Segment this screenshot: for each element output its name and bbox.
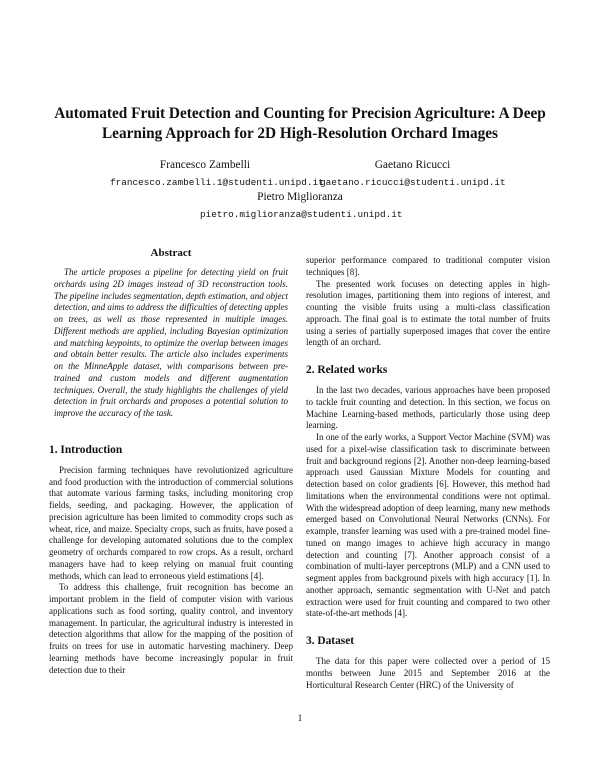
intro-paragraph-continued: superior performance compared to traditional computer vision techniques [8]. — [306, 255, 550, 277]
intro-paragraph-3: The presented work focuses on detecting apples in high-resolution images, partitioning them into regions of interest, and counting the visible fruits using a multi-class classification approach. The final goal is to estimate the total number of fruits using a series of partially superposed images that cover the entire length of an orchard. — [306, 278, 550, 348]
author-block-1 — [110, 158, 324, 190]
author-name: Pietro Miglioranza — [257, 191, 343, 203]
paper-title — [40, 104, 560, 144]
intro-paragraph-1: Precision farming techniques have revolutionized agriculture and food production with the introduction of commercial solutions that automate various farming tasks, including monitoring crop fields, seeding, and packaging. However, the application of precision agriculture has been limited to commodity crops such as wheat, rice, and maize. Specialty crops, such as fruits, have posed a challenge for developing automated solutions due to the complex geometry of orchards compared to row crops. As a result, orchard managers have had to keep relying on manual fruit counting methods, which can lead to erroneous yield estimations [4]. — [49, 464, 293, 581]
author-email: gaetano.ricucci@studenti.unipd.it — [320, 177, 506, 188]
author-name: Francesco Zambelli — [159, 159, 251, 171]
author-block-2 — [320, 158, 505, 190]
title-line-2: Learning Approach for 2D High-Resolution Orchard Images — [101, 125, 499, 142]
page-number: 1 — [297, 714, 303, 724]
author-name: Gaetano Ricucci — [374, 159, 451, 171]
section-heading-introduction: 1. Introduction — [49, 443, 123, 456]
right-column — [306, 255, 550, 691]
related-paragraph-1: In the last two decades, various approaches have been proposed to tackle fruit counting and detection. In this section, we focus on Machine Learning-based methods, particularly those using deep learning. — [306, 385, 550, 431]
title-line-1: Automated Fruit Detection and Counting for Precision Agriculture: A Deep — [54, 105, 546, 122]
left-column — [49, 246, 293, 676]
abstract-heading: Abstract — [150, 247, 192, 259]
author-block-3 — [200, 190, 403, 222]
dataset-paragraph-1: The data for this paper were collected over a period of 15 months between June 2015 and September 2016 at the Horticultural Research Center (HRC) of the University of — [306, 656, 550, 690]
related-paragraph-2: In one of the early works, a Support Vector Machine (SVM) was used for a pixel-wise classification task to discriminate between fruit and background regions [2]. Another non-deep learning-based approach used Gaussian Mixture Models for counting and detection based on color gradients [6]. However, this method had limitations when the environmental conditions were not optimal. With the widespread adoption of deep learning, many new methods emerged based on Convolutional Neural Networks (CNNs). For example, transfer learning was used with a pre-trained model fine-tuned on mango images to achieve high accuracy in mango detection and counting [7]. Another approach consist of a combination of multi-layer perceptrons (MLP) and a CNN used to segment apples from background pixels with high accuracy [1]. In another approach, semantic segmentation with U-Net and patch extraction were used for fruit counting and compared to two other state-of-the-art methods [4]. — [306, 432, 550, 619]
section-heading-dataset: 3. Dataset — [306, 635, 355, 647]
abstract-text: The article proposes a pipeline for detecting yield on fruit orchards using 2D images instead of 3D reconstruction tools. The pipeline includes segmentation, depth estimation, and object detection, and aims to address the difficulties of detecting apples on trees, as well as those represented in multiple images. Different methods are applied, including Bayesian optimization and matching keypoints, to optimize the overlap between images and obtain better results. The article also includes experiments on the MinneApple dataset, with comparisons between pre-trained and custom models and different augmentation techniques. Overall, the study highlights the challenges of yield detection in fruit orchards and proposes a potential solution to improve the accuracy of the task. — [54, 267, 288, 418]
author-email: pietro.miglioranza@studenti.unipd.it — [200, 209, 403, 220]
intro-paragraph-2: To address this challenge, fruit recognition has become an important problem in the field of computer vision with various applications such as food sorting, quality control, and inventory management. In particular, the agricultural industry is interested in detection algorithms that allow for the mapping of the position of fruits on trees for use in automatic harvesting machinery. Deep learning methods have become increasingly popular in fruit detection due to their — [49, 582, 293, 675]
author-email: francesco.zambelli.1@studenti.unipd.it — [110, 177, 324, 188]
section-heading-related-works: 2. Related works — [306, 364, 388, 376]
